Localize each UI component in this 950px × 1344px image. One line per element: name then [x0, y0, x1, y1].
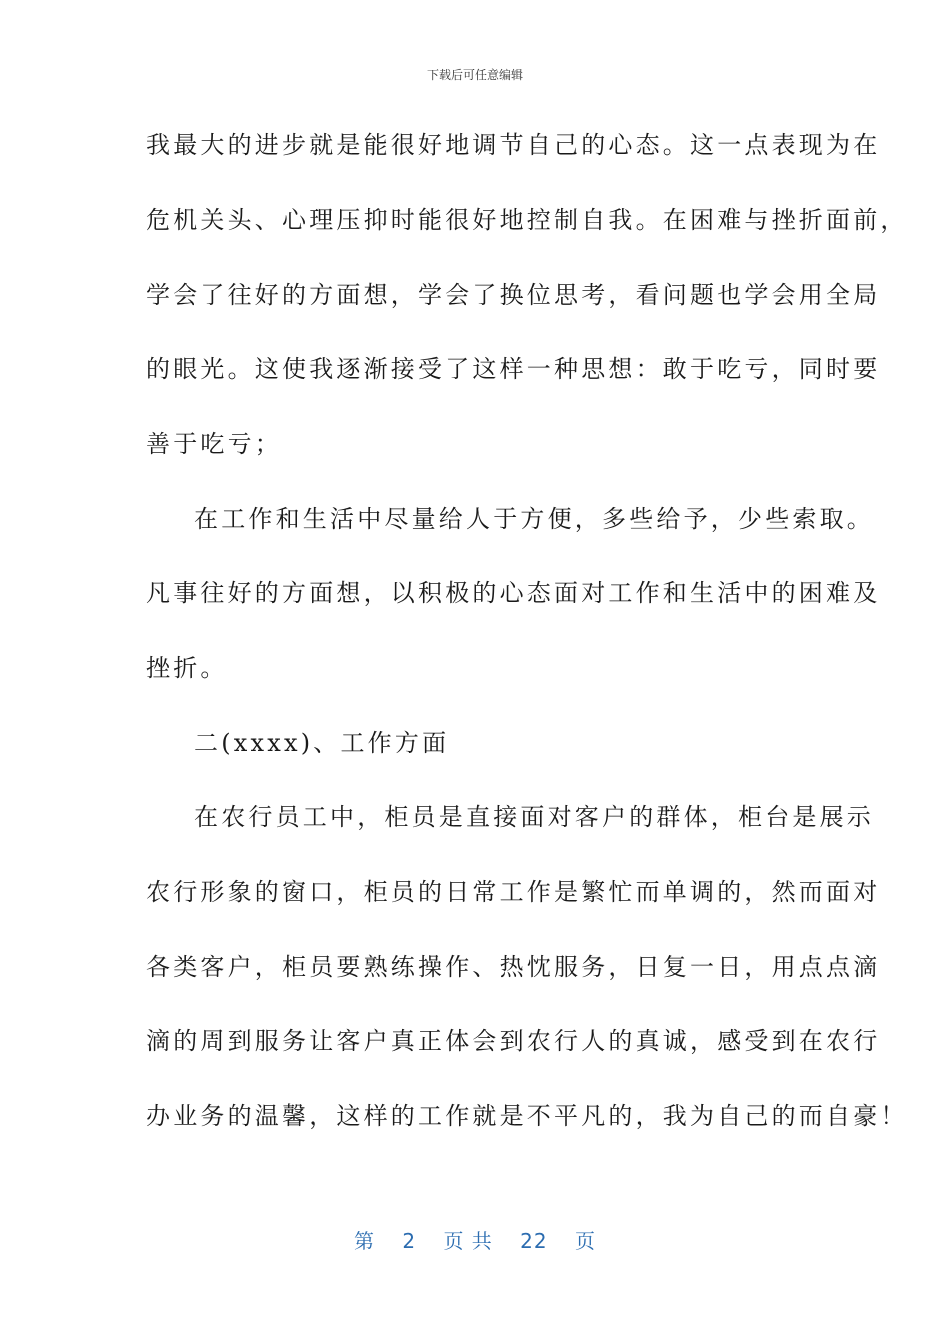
text-line: 办业务的温馨，这样的工作就是不平凡的，我为自己的而自豪！: [146, 1102, 908, 1130]
page-header: 下载后可任意编辑: [426, 68, 523, 82]
footer-prefix: 第: [354, 1229, 375, 1253]
total-pages-number: 22: [520, 1229, 548, 1253]
text-line: 各类客户，柜员要熟练操作、热忱服务，日复一日，用点点滴: [146, 953, 881, 981]
text-line: 危机关头、心理压抑时能很好地控制自我。在困难与挫折面前，: [146, 206, 908, 234]
paragraph-start-line: 在农行员工中，柜员是直接面对客户的群体，柜台是展示: [194, 803, 874, 831]
text-line: 凡事往好的方面想，以积极的心态面对工作和生活中的困难及: [146, 579, 881, 607]
text-line: 农行形象的窗口，柜员的日常工作是繁忙而单调的，然而面对: [146, 878, 881, 906]
footer-suffix: 页: [574, 1229, 596, 1253]
current-page-number: 2: [402, 1229, 417, 1253]
text-line: 我最大的进步就是能很好地调节自己的心态。这一点表现为在: [146, 131, 881, 159]
paragraph-start-line: 在工作和生活中尽量给人于方便，多些给予，少些索取。: [194, 505, 874, 533]
text-line: 的眼光。这使我逐渐接受了这样一种思想：敢于吃亏，同时要: [146, 355, 881, 383]
section-heading: 二(xxxx)、工作方面: [194, 729, 450, 757]
text-line: 滴的周到服务让客户真正体会到农行人的真诚，感受到在农行: [146, 1027, 881, 1055]
footer-middle: 页 共: [443, 1229, 493, 1253]
page-footer: [0, 1225, 950, 1254]
text-line: 学会了往好的方面想，学会了换位思考，看问题也学会用全局: [146, 281, 881, 309]
text-line: 善于吃亏；: [146, 430, 282, 458]
text-line: 挫折。: [146, 654, 228, 682]
